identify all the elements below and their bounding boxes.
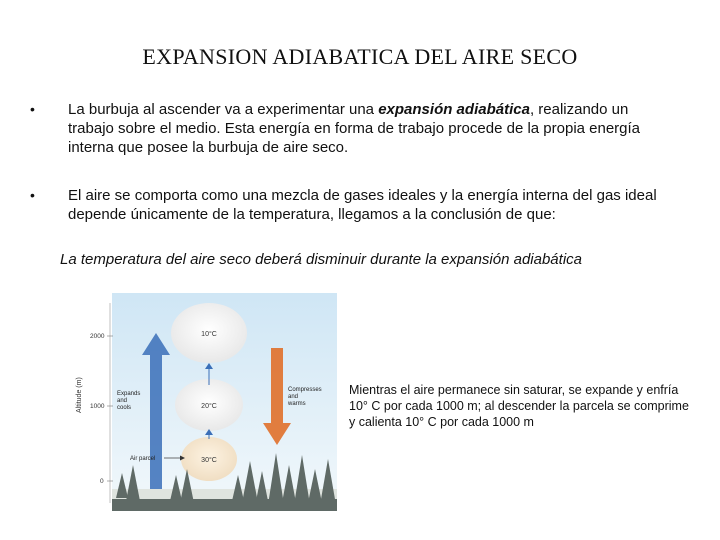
parcel-temp-30: 30°C (201, 457, 217, 464)
expands-label-2: and (117, 398, 128, 404)
adiabatic-diagram (72, 293, 337, 511)
parcel-temp-10: 10°C (201, 331, 217, 338)
altitude-axis-label: Altitude (m) (76, 377, 83, 413)
tick-label-0: 0 (100, 478, 104, 485)
compresses-label-1: Compresses (288, 387, 322, 393)
parcel-temp-20: 20°C (201, 403, 217, 410)
tick-label-2000: 2000 (90, 333, 105, 340)
bullet-text-1-start: La burbuja al ascender va a experimentar una (68, 101, 379, 118)
bullet-text-1-end: , realizando un trabajo sobre el medio. Esta energía en forma de trabajo procede de la propia energía interna que posee la burbuja de aire seco. (68, 101, 641, 156)
bullet-marker: • (30, 187, 35, 203)
conclusion-text: La temperatura del aire seco deberá disminuir durante la expansión adiabática (60, 251, 582, 268)
bullet-marker: • (30, 101, 35, 117)
tick-label-1000: 1000 (90, 403, 105, 410)
air-parcel-label: Air parcel (130, 456, 156, 462)
compresses-label-2: and (288, 394, 299, 400)
expands-label-3: cools (117, 405, 132, 411)
adiabatic-diagram-svg (72, 293, 337, 511)
expands-label-1: Expands (117, 391, 141, 397)
bullet-text-2: El aire se comporta como una mezcla de gases ideales y la energía interna del gas ideal depende únicamente de la temperatura, llegamos a la conclusión de que: (68, 187, 657, 223)
figure-caption: Mientras el aire permanece sin saturar, se expande y enfría 10° C por cada 1000 m; al descender la parcela se comprime y calienta 10° C por cada 1000 m (349, 383, 689, 429)
compresses-label-3: warms (288, 401, 306, 407)
bullet-text-1 (68, 100, 678, 157)
slide-title: EXPANSION ADIABATICA DEL AIRE SECO (142, 44, 578, 69)
bullet-text-1-emphasis: expansión adiabática (378, 101, 530, 118)
